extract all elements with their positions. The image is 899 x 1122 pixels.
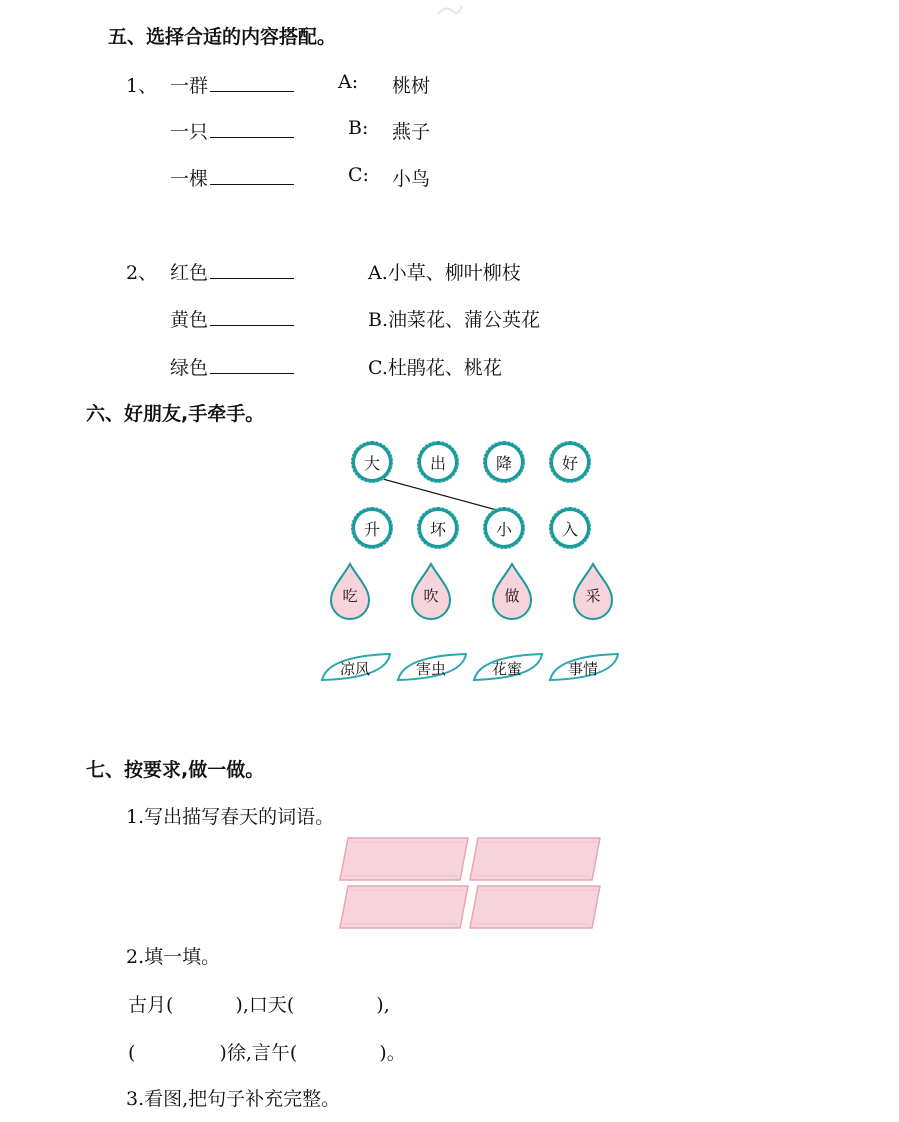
word-bubble-r2-3[interactable]: 小 (487, 511, 521, 545)
q2-left-2: 黄色 (170, 305, 294, 332)
fill-line-1: 古月( ),口天( ), (128, 994, 390, 1016)
q2-number: 2、 (126, 262, 158, 284)
word-bubble-r1-2[interactable]: 出 (421, 445, 455, 479)
leaf-word-2[interactable]: 害虫 (415, 660, 446, 678)
item-2-text: 2.填一填。 (126, 946, 221, 968)
word-bubble-r1-4[interactable]: 好 (553, 445, 587, 479)
fill-line-2: ( )徐,言午( )。 (128, 1042, 406, 1064)
q2-option-c: C.杜鹃花、桃花 (368, 357, 502, 379)
word-bubble-r1-1[interactable]: 大 (355, 445, 389, 479)
q2-left-3: 绿色 (170, 353, 294, 380)
q1-left-3: 一棵 (170, 164, 294, 191)
q1-left-1: 一群 (170, 71, 294, 98)
q1-option-a-label: A: (338, 71, 359, 93)
section-7-title: 七、按要求,做一做。 (86, 759, 265, 781)
q2-left-1: 红色 (170, 258, 294, 285)
drop-word-2[interactable]: 吹 (423, 587, 439, 605)
word-bubble-r1-3[interactable]: 降 (487, 445, 521, 479)
word-bubble-r2-2[interactable]: 坏 (421, 511, 455, 545)
drop-word-1[interactable]: 吃 (342, 587, 358, 605)
word-boxes (338, 834, 604, 932)
word-bubble-r2-1[interactable]: 升 (355, 511, 389, 545)
word-box-2[interactable] (470, 838, 600, 880)
word-box-1[interactable] (340, 838, 468, 880)
section-5-title: 五、选择合适的内容搭配。 (108, 26, 337, 48)
item-1-text: 1.写出描写春天的词语。 (126, 806, 335, 828)
q1-option-c-label: C: (348, 164, 369, 186)
drop-word-3[interactable]: 做 (504, 587, 520, 605)
item-3-text: 3.看图,把句子补充完整。 (126, 1088, 341, 1110)
leaf-word-4[interactable]: 事情 (567, 660, 598, 678)
q1-number: 1、 (126, 75, 158, 97)
word-bubble-r2-4[interactable]: 入 (553, 511, 587, 545)
word-box-3[interactable] (340, 886, 468, 928)
word-box-4[interactable] (470, 886, 600, 928)
q1-option-b: 燕子 (392, 121, 431, 143)
leaf-word-1[interactable]: 凉风 (339, 660, 370, 678)
q1-option-a: 桃树 (392, 75, 431, 97)
section-6-title: 六、好朋友,手牵手。 (86, 403, 265, 425)
q2-option-a: A.小草、柳叶柳枝 (368, 262, 521, 284)
q1-left-2: 一只 (170, 117, 294, 144)
leaf-word-3[interactable]: 花蜜 (491, 660, 522, 678)
q2-option-b: B.油菜花、蒲公英花 (368, 309, 541, 331)
drop-word-4[interactable]: 采 (585, 587, 601, 605)
q1-option-b-label: B: (348, 117, 369, 139)
q1-option-c: 小鸟 (392, 168, 431, 190)
